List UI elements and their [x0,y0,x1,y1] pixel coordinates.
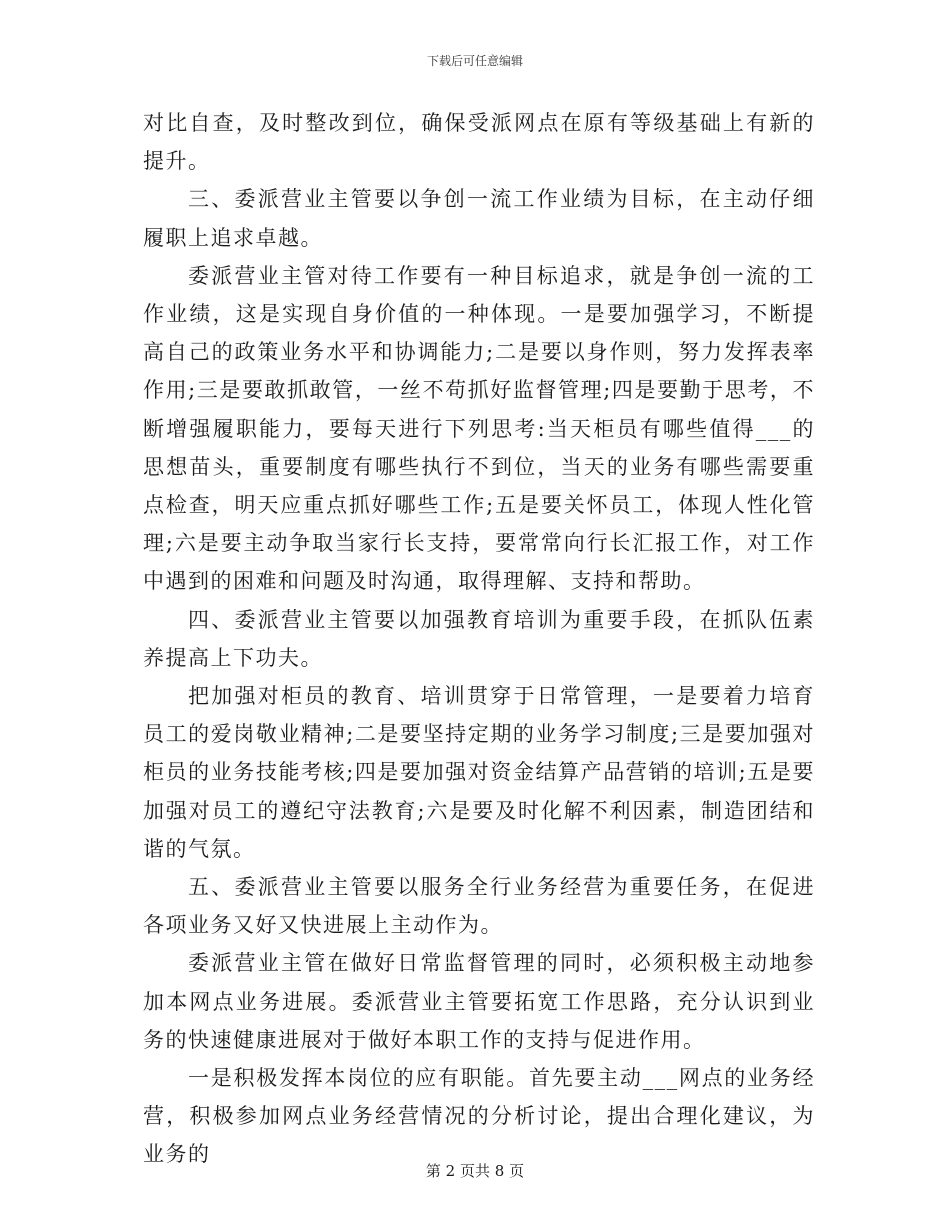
paragraph-7: 委派营业主管在做好日常监督管理的同时，必须积极主动地参加本网点业务进展。委派营业主管要拓宽工作思路，充分认识到业务的快速健康进展对于做好本职工作的支持与促进作用。 [143,951,815,1052]
paragraph-5: 把加强对柜员的教育、培训贯穿于日常管理，一是要着力培育员工的爱岗敬业精神;二是要坚持定期的业务学习制度;三是要加强对柜员的业务技能考核;四是要加强对资金结算产品营销的培训;五是要加强对员工的遵纪守法教育;六是要及时化解不利因素，制造团结和谐的气氛。 [143,684,815,861]
paragraph-2: 三、委派营业主管要以争创一流工作业绩为目标，在主动仔细履职上追求卓越。 [143,187,815,250]
page-header: 下载后可任意编辑 [426,54,523,68]
page-footer: 第 2 页共 8 页 [425,1162,525,1180]
document-body [143,104,815,1174]
paragraph-1: 对比自查，及时整改到位，确保受派网点在原有等级基础上有新的提升。 [143,111,815,174]
paragraph-8: 一是积极发挥本岗位的应有职能。首先要主动___网点的业务经营，积极参加网点业务经营情况的分析讨论，提出合理化建议，为业务的 [143,1066,815,1167]
paragraph-4: 四、委派营业主管要以加强教育培训为重要手段，在抓队伍素养提高上下功夫。 [143,607,815,670]
paragraph-3: 委派营业主管对待工作要有一种目标追求，就是争创一流的工作业绩，这是实现自身价值的一种体现。一是要加强学习，不断提高自己的政策业务水平和协调能力;二是要以身作则，努力发挥表率作用;三是要敢抓敢管，一丝不苟抓好监督管理;四是要勤于思考，不断增强履职能力，要每天进行下列思考:当天柜员有哪些值得___的思想苗头，重要制度有哪些执行不到位，当天的业务有哪些需要重点检查，明天应重点抓好哪些工作;五是要关怀员工，体现人性化管理;六是要主动争取当家行长支持，要常常向行长汇报工作，对工作中遇到的困难和问题及时沟通，取得理解、支持和帮助。 [143,263,815,594]
paragraph-6: 五、委派营业主管要以服务全行业务经营为重要任务，在促进各项业务又好又快进展上主动作为。 [143,875,815,938]
